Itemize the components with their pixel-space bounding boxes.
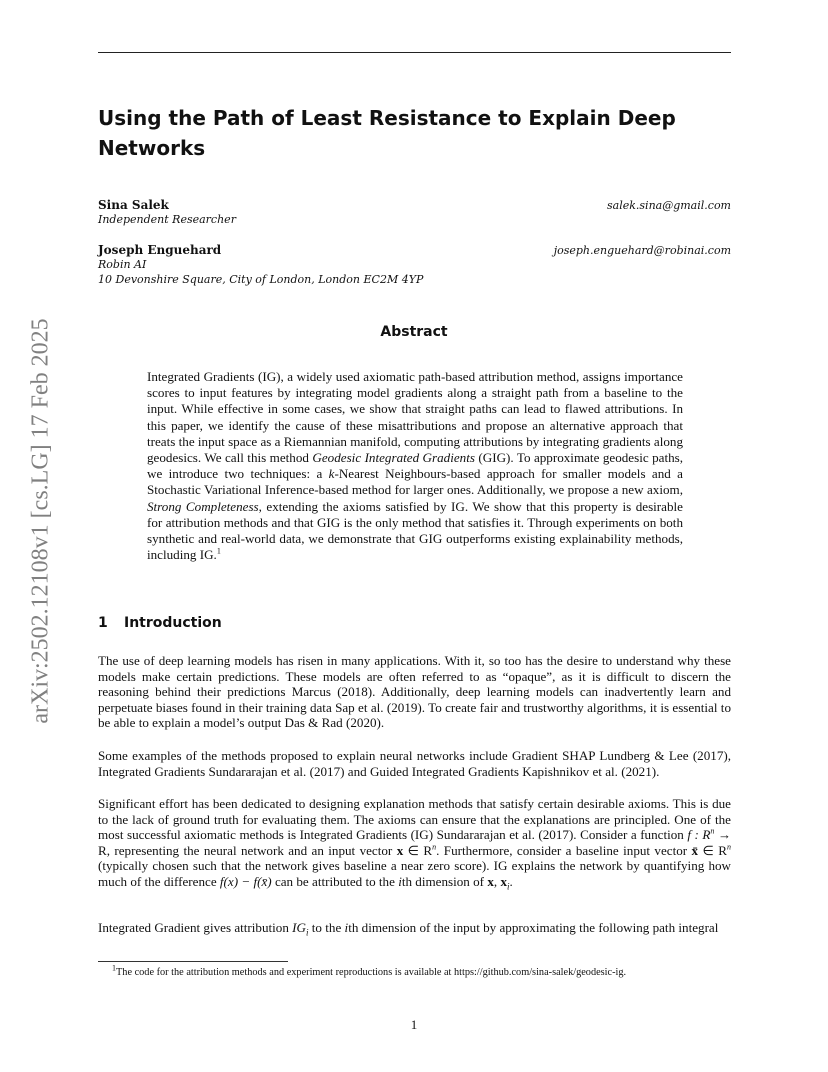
- abstract-heading: Abstract: [380, 324, 448, 340]
- paper-title: Using the Path of Least Resistance to Explain Deep Networks: [98, 106, 676, 160]
- author-email-1: salek.sina@gmail.com: [607, 199, 731, 212]
- author-name-2: Joseph Enguehard: [98, 243, 222, 257]
- footnote-rule: [98, 961, 288, 962]
- intro-paragraph-1: The use of deep learning models has risen in many applications. With it, so too has the desire to understand why these models make certain predictions. These models are often referred to as “opaque”, as it is difficult to discern the reasoning behind their predictions Marcus (2018). Additionally, deep learning models can inadvertently learn and perpetuate biases found in their training data Sap et al. (2019). To create fair and trustworthy algorithms, it is essential to be able to explain a model’s output Das & Rad (2020).: [98, 653, 731, 731]
- arxiv-id: arXiv:2502.12108v1 [cs.LG] 17 Feb 2025: [27, 318, 54, 724]
- method-name: Geodesic Integrated Gradients: [312, 450, 475, 466]
- author-affiliation-2: Robin AI: [98, 258, 147, 271]
- footnote: $^1$The code for the attribution methods and experiment reproductions is available at https://github.com/sina-salek/geodesic-ig.: [112, 963, 627, 978]
- section-number: 1: [98, 615, 108, 631]
- footnote-mark: 1: [216, 546, 221, 556]
- author-address-2: 10 Devonshire Square, City of London, London EC2M 4YP: [98, 273, 424, 286]
- axiom-name: Strong Completeness: [147, 498, 259, 514]
- top-rule: [98, 52, 731, 53]
- author-email-2: joseph.enguehard@robinai.com: [553, 244, 731, 257]
- intro-paragraph-3: Significant effort has been dedicated to designing explanation methods that satisfy certain desirable axioms. This is due to the lack of ground truth for evaluating them. The axioms can ensure that the explanations are principled. One of the most successful axiomatic methods is Integrated Gradients (IG) Sundararajan et al. (2017). Consider a function f : $R^n \to R$, representing the neural network and an input vector x ∈ $R^n$. Furthermore, consider a baseline input vector x̄ ∈ $R^n$ (typically chosen such that the network gives baseline a near zero score). IG explains the network by quantifying how much of the difference f(x) − f(x̄) can be attributed to the ith dimension of x, $x_i$.: [98, 796, 732, 892]
- section-heading: [98, 615, 222, 631]
- section-title: Introduction: [124, 615, 222, 631]
- intro-paragraph-4: Integrated Gradient gives attribution $IG_i$ to the ith dimension of the input by approximating the following path integral: [98, 920, 719, 938]
- author-affiliation-1: Independent Researcher: [98, 213, 236, 226]
- intro-paragraph-2: Some examples of the methods proposed to explain neural networks include Gradient SHAP Lundberg & Lee (2017), Integrated Gradients Sundararajan et al. (2017) and Guided Integrated Gradients Kapishnikov et al. (2021).: [98, 748, 731, 779]
- footnote-text: The code for the attribution methods and experiment reproductions is available at https://github.com/sina-salek/geodesic-ig.: [116, 967, 627, 978]
- abstract-text: Integrated Gradients (IG), a widely used axiomatic path-based attribution method, assigns importance scores to input features by integrating model gradients along a straight path from a baseline to the input. While effective in some cases, we show that straight paths can lead to flawed attributions. In this paper, we identify the cause of these misattributions and propose an alternative approach that treats the input space as a Riemannian manifold, computing attributions by integrating gradients along geodesics. We call this method Geodesic Integrated Gradients (GIG). To approximate geodesic paths, we introduce two techniques: a k-Nearest Neighbours-based approach for smaller models and a Stochastic Variational Inference-based method for larger ones. Additionally, we propose a new axiom, Strong Completeness, extending the axioms satisfied by IG. We show that this property is desirable for attribution methods and that GIG is the only method that satisfies it. Through experiments on both synthetic and real-world data, we demonstrate that GIG outperforms existing explainability methods, including IG.$^1$: [147, 369, 684, 563]
- page-number: 1: [410, 1017, 418, 1032]
- author-name-1: Sina Salek: [98, 198, 169, 212]
